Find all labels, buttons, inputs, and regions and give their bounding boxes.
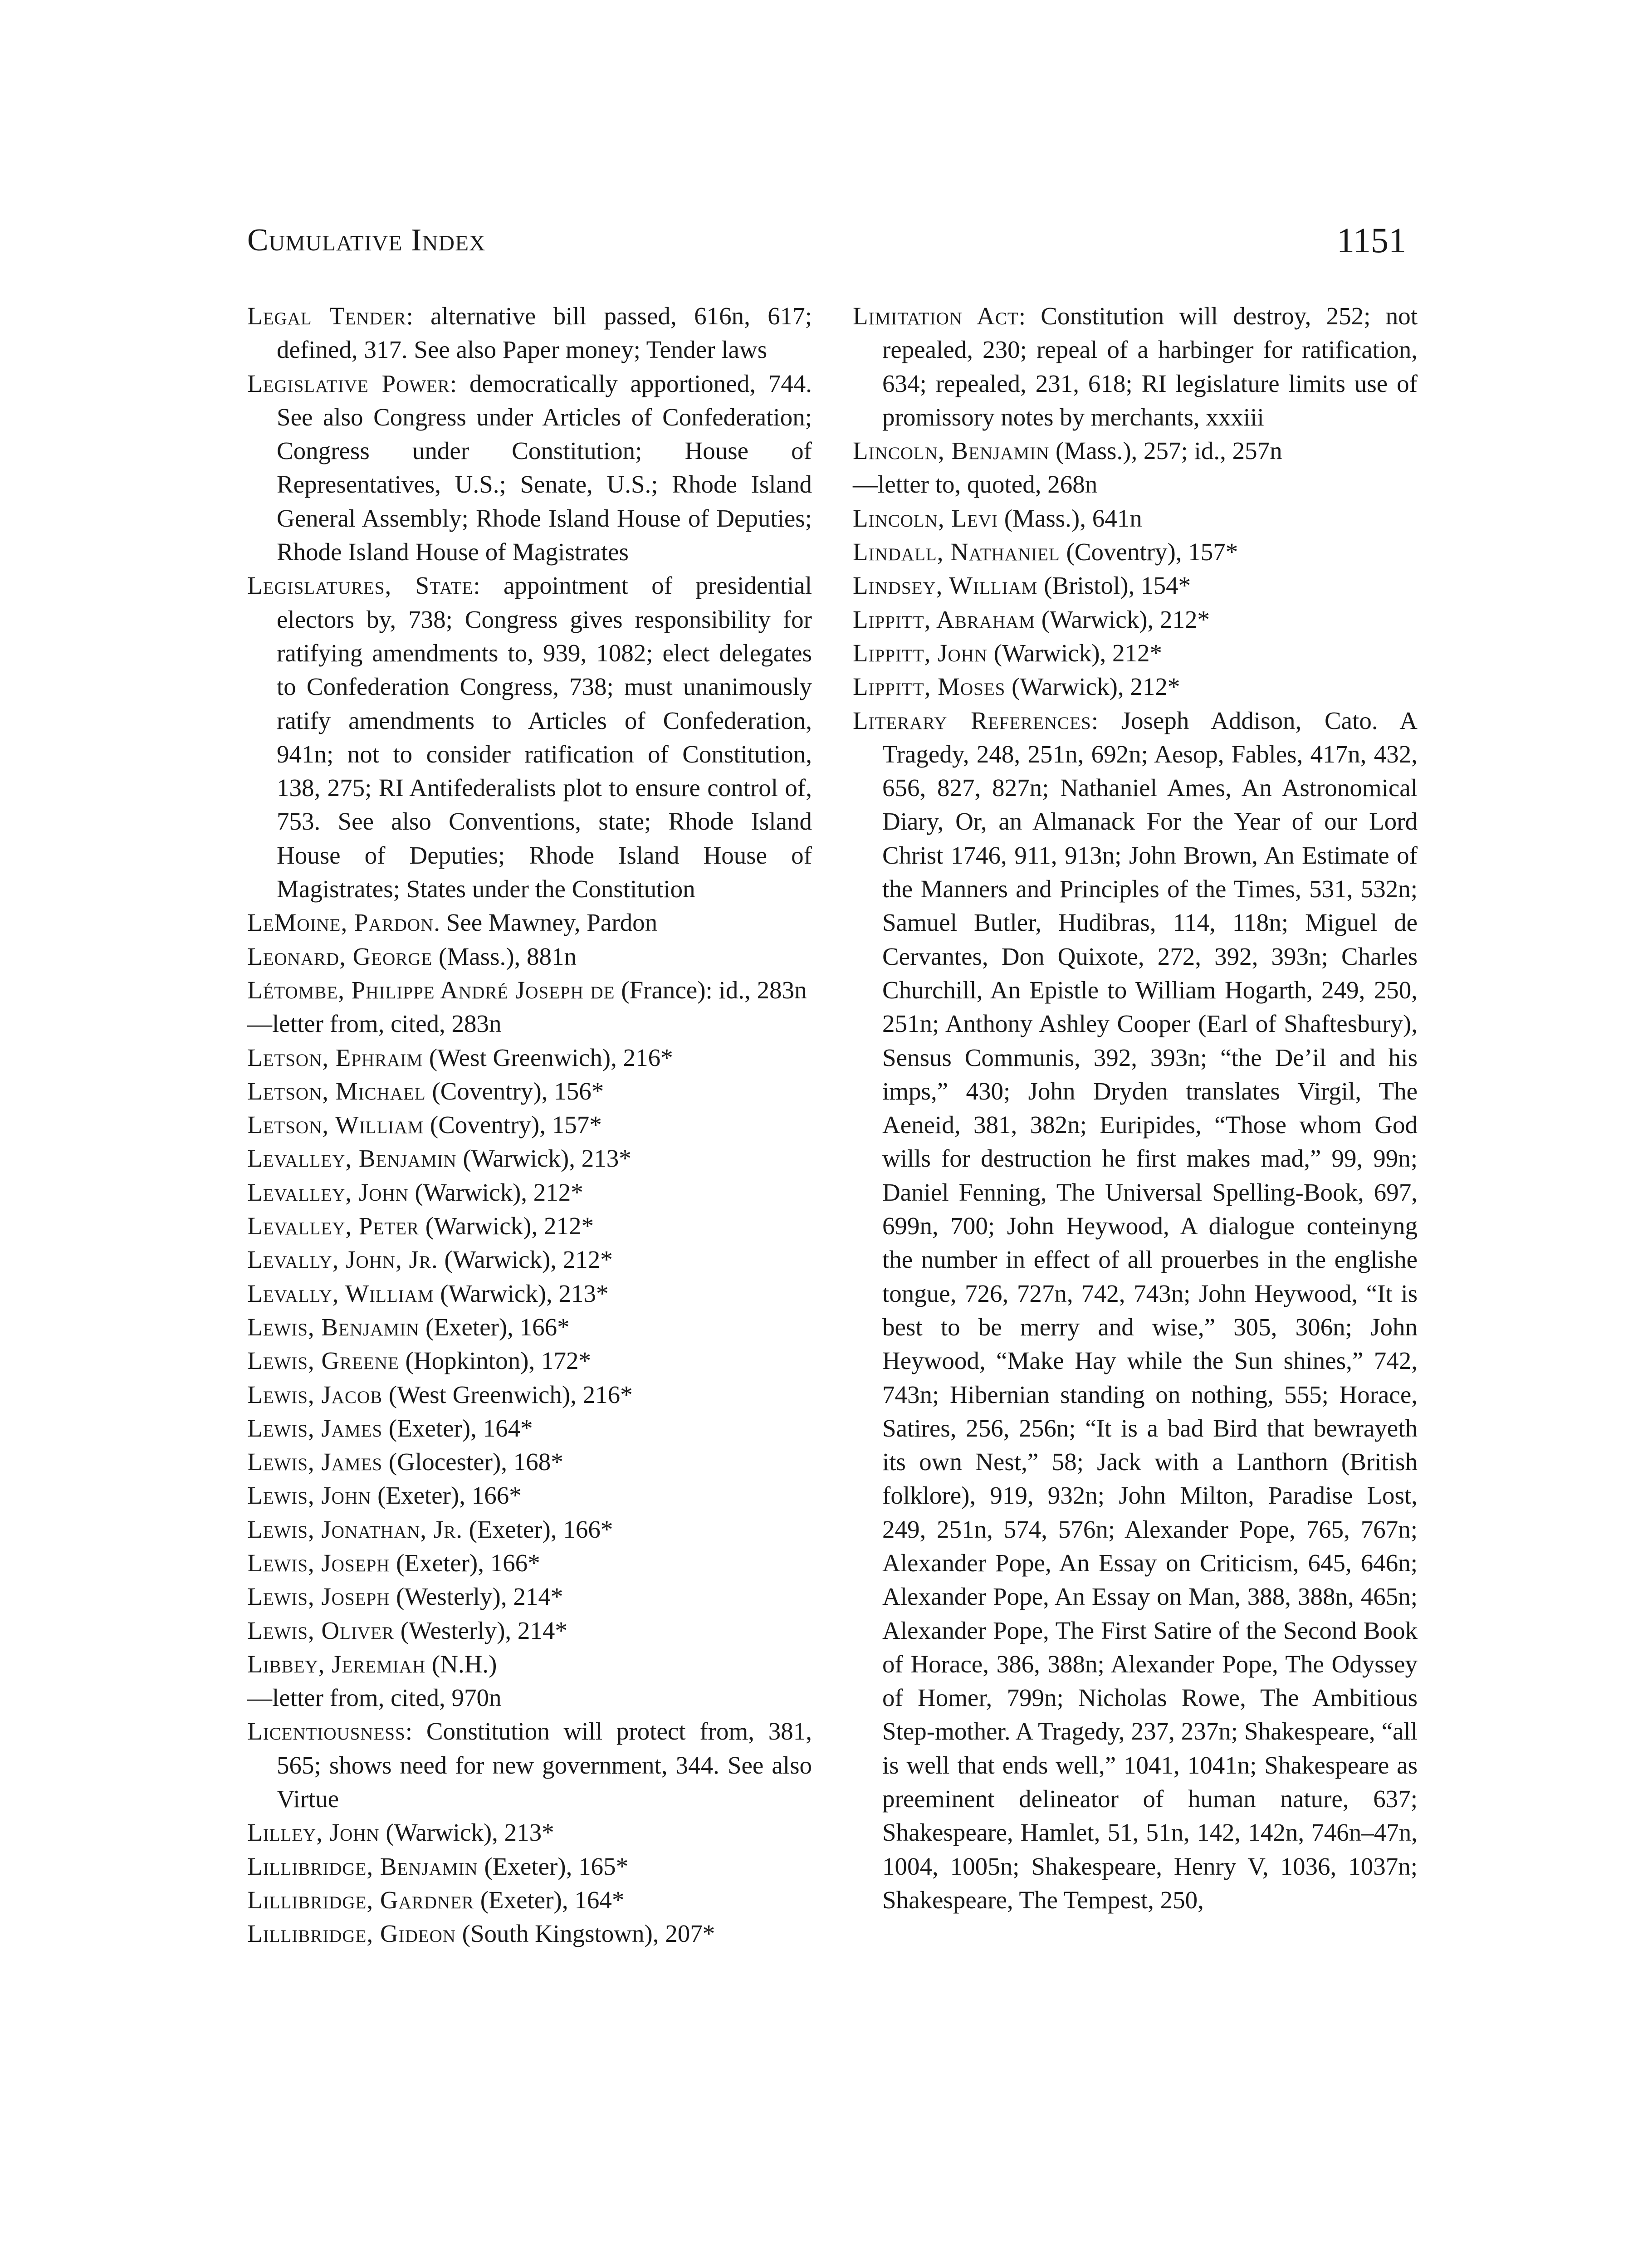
entry-headword: Lewis, James [247,1414,383,1442]
entry-headword: Lewis, Benjamin [247,1313,420,1341]
entry-text: (Coventry), 156* [425,1077,604,1105]
index-entry [853,299,1418,434]
entry-text: : democratically apportioned, 744. See also Congress under Articles of Confederation; Congress under Constitution; House of Representatives, U.S.; Senate, U.S.; Rhode Island General Assembly; Rhode Island House of Deputies; Rhode Island House of Magistrates [277,369,812,566]
entry-headword: Lillibridge, Gideon [247,1920,456,1948]
index-entry [247,1850,812,1883]
entry-text: (Westerly), 214* [390,1583,563,1611]
entry-headword: Létombe, Philippe André Joseph de [247,976,615,1004]
entry-headword: Lilley, John [247,1818,380,1847]
index-entry [853,704,1418,1917]
entry-headword: Levalley, John [247,1178,409,1206]
entry-text: : Constitution will destroy, 252; not repealed, 230; repeal of a harbinger for ratification, 634; repealed, 231, 618; RI legislature limits use of promissory notes by merchants, xxxiii [882,302,1418,431]
entry-headword: Lippitt, Abraham [853,605,1035,633]
index-entry [853,603,1418,636]
entry-headword: Lewis, Jacob [247,1380,383,1408]
page-number: 1151 [1336,220,1406,260]
entry-text: (Exeter), 164* [474,1886,625,1914]
index-entry [247,1142,812,1175]
entry-text: (Warwick), 212* [408,1178,583,1206]
index-entry [247,1108,812,1142]
index-entry [247,1816,812,1849]
entry-text: : Joseph Addison, Cato. A Tragedy, 248, 251n, 692n; Aesop, Fables, 417n, 432, 656, 827, 827n; Nathaniel Ames, An Astronomical Diary, Or, an Almanack For the Year of our Lord Christ 1746, 911, 913n; John Brown, An Estimate of the Manners and Principles of the Times, 531, 532n; Samuel Butler, Hudibras, 114, 118n; Miguel de Cervantes, Don Quixote, 272, 392, 393n; Charles Churchill, An Epistle to William Hogarth, 249, 250, 251n; Anthony Ashley Cooper (Earl of Shaftesbury), Sensus Communis, 392, 393n; “the De’il and his imps,” 430; John Dryden translates Virgil, The Aeneid, 381, 382n; Euripides, “Those whom God wills for destruction he first makes mad,” 99, 99n; Daniel Fenning, The Universal Spelling-Book, 697, 699n, 700; John Heywood, A dialogue conteinyng the number in effect of all prouerbes in the englishe tongue, 726, 727n, 742, 743n; John Heywood, “It is best to be merry and wise,” 305, 306n; John Heywood, “Make Hay while the Sun shines,” 742, 743n; Hibernian standing on nothing, 555; Horace, Satires, 256, 256n; “It is a bad Bird that bewrayeth its own Nest,” 58; Jack with a Lanthorn (British folklore), 919, 932n; John Milton, Paradise Lost, 249, 251n, 574, 576n; Alexander Pope, 765, 767n; Alexander Pope, An Essay on Criticism, 645, 646n; Alexander Pope, An Essay on Man, 388, 388n, 465n; Alexander Pope, The First Satire of the Second Book of Horace, 386, 388n; Alexander Pope, The Odyssey of Homer, 799n; Nicholas Rowe, The Ambitious Step-mother. A Tragedy, 237, 237n; Shakespeare, “all is well that ends well,” 1041, 1041n; Shakespeare as preeminent delineator of human nature, 637; Shakespeare, Hamlet, 51, 51n, 142, 142n, 746n–47n, 1004, 1005n; Shakespeare, Henry V, 1036, 1037n; Shakespeare, The Tempest, 250, [882,706,1418,1914]
entry-headword: Lewis, Greene [247,1347,399,1375]
index-column-right [853,299,1418,1917]
index-entry [247,1445,812,1479]
index-entry [247,569,812,906]
index-entry [853,434,1418,468]
index-entry [247,1412,812,1445]
entry-headword: Lewis, Oliver [247,1616,394,1644]
entry-headword: Lillibridge, Gardner [247,1886,474,1914]
entry-text: (Bristol), 154* [1037,572,1191,600]
entry-text: (Warwick), 212* [1035,605,1210,633]
entry-headword: Letson, Ephraim [247,1043,423,1071]
entry-headword: Letson, Michael [247,1077,426,1105]
index-entry [247,906,812,939]
entry-text: (Warwick), 212* [1005,673,1180,701]
entry-text: (West Greenwich), 216* [423,1043,673,1071]
index-entry [247,1917,812,1950]
entry-headword: Levally, William [247,1279,434,1307]
entry-text: (South Kingstown), 207* [455,1920,715,1948]
index-column-left [247,299,812,1951]
entry-headword: Leonard, George [247,942,433,970]
entry-text: (Warwick), 212* [438,1246,613,1274]
entry-headword: Lewis, James [247,1448,383,1476]
entry-text: . See Mawney, Pardon [434,909,658,937]
entry-headword: Lewis, Joseph [247,1583,390,1611]
entry-text: : Constitution will protect from, 381, 565; shows need for new government, 344. See also Virtue [277,1717,812,1813]
index-entry [853,636,1418,670]
entry-text: (Warwick), 212* [419,1212,594,1240]
index-entry [247,299,812,367]
entry-text: (Exeter), 166* [419,1313,570,1341]
index-entry [853,502,1418,535]
entry-text: (Exeter), 165* [478,1852,629,1880]
entry-text: (Warwick), 213* [434,1279,609,1307]
index-subentry [853,468,1418,501]
entry-text: —letter from, cited, 970n [247,1684,502,1712]
entry-text: (N.H.) [425,1650,497,1678]
page-header [247,213,1406,268]
entry-headword: Letson, William [247,1111,424,1139]
entry-text: —letter from, cited, 283n [247,1010,502,1038]
entry-text: (Coventry), 157* [1060,538,1238,566]
index-subentry [247,1007,812,1041]
index-entry [247,1277,812,1310]
entry-text: : appointment of presidential electors by, 738; Congress gives responsibility for ratifying amendments to, 939, 1082; elect delegates to Confederation Congress, 738; must unanimously ratify amendments to Articles of Confederation, 941n; not to consider ratification of Constitution, 138, 275; RI Antifederalists plot to ensure control of, 753. See also Conventions, state; Rhode Island House of Deputies; Rhode Island House of Magistrates; States under the Constitution [277,572,812,903]
index-entry [247,1647,812,1681]
index-subentry [247,1681,812,1715]
index-entry [247,1546,812,1580]
entry-headword: Legislative Power [247,369,450,397]
entry-text: (Coventry), 157* [424,1111,602,1139]
entry-text: —letter to, quoted, 268n [853,470,1098,499]
entry-headword: Literary References [853,706,1091,734]
entry-headword: LeMoine, Pardon [247,909,434,937]
entry-headword: Lincoln, Benjamin [853,437,1050,465]
entry-headword: Lillibridge, Benjamin [247,1852,478,1880]
entry-text: (Hopkinton), 172* [399,1347,591,1375]
index-entry [247,1209,812,1243]
entry-headword: Limitation Act [853,302,1019,330]
entry-headword: Lewis, Joseph [247,1549,390,1577]
entry-headword: Levally, John, Jr. [247,1246,438,1274]
entry-text: (Warwick), 213* [456,1144,631,1173]
index-entry [247,1176,812,1209]
index-entry [247,1310,812,1344]
index-entry [247,367,812,569]
index-entry [247,1883,812,1917]
entry-text: (Glocester), 168* [382,1448,563,1476]
index-entry [853,535,1418,569]
entry-text: : alternative bill passed, 616n, 617; defined, 317. See also Paper money; Tender laws [277,302,812,364]
entry-headword: Levalley, Peter [247,1212,419,1240]
index-entry [247,1344,812,1378]
entry-headword: Lippitt, John [853,639,988,667]
index-entry [247,1041,812,1075]
entry-text: (Mass.), 257; id., 257n [1049,437,1282,465]
entry-headword: Lindall, Nathaniel [853,538,1060,566]
index-entry [853,569,1418,602]
entry-headword: Lewis, Jonathan, Jr. [247,1515,463,1543]
entry-text: (Exeter), 164* [382,1414,533,1442]
entry-text: (Mass.), 641n [997,504,1142,532]
index-entry [247,1378,812,1412]
entry-text: (West Greenwich), 216* [382,1380,633,1408]
entry-text: (Exeter), 166* [462,1515,613,1543]
index-entry [247,1243,812,1276]
entry-headword: Lippitt, Moses [853,673,1006,701]
running-head: Cumulative Index [247,223,486,258]
entry-text: (Exeter), 166* [390,1549,540,1577]
index-entry [247,1513,812,1546]
index-entry [247,1479,812,1512]
entry-text: (Exeter), 166* [371,1481,522,1510]
index-entry [247,1715,812,1816]
entry-headword: Lindsey, William [853,572,1038,600]
index-entry [853,670,1418,704]
entry-text: (France): id., 283n [615,976,807,1004]
index-entry [247,1075,812,1108]
index-entry [247,1614,812,1647]
entry-text: (Westerly), 214* [394,1616,567,1644]
entry-text: (Warwick), 212* [988,639,1163,667]
index-entry [247,1580,812,1613]
entry-text: (Mass.), 881n [432,942,577,970]
entry-headword: Legal Tender [247,302,406,330]
entry-headword: Libbey, Jeremiah [247,1650,426,1678]
index-entry [247,973,812,1007]
entry-text: (Warwick), 213* [379,1818,554,1847]
index-entry [247,940,812,973]
entry-headword: Lincoln, Levi [853,504,998,532]
entry-headword: Lewis, John [247,1481,372,1510]
entry-headword: Licentiousness [247,1717,406,1745]
entry-headword: Legislatures, State [247,572,474,600]
entry-headword: Levalley, Benjamin [247,1144,457,1173]
